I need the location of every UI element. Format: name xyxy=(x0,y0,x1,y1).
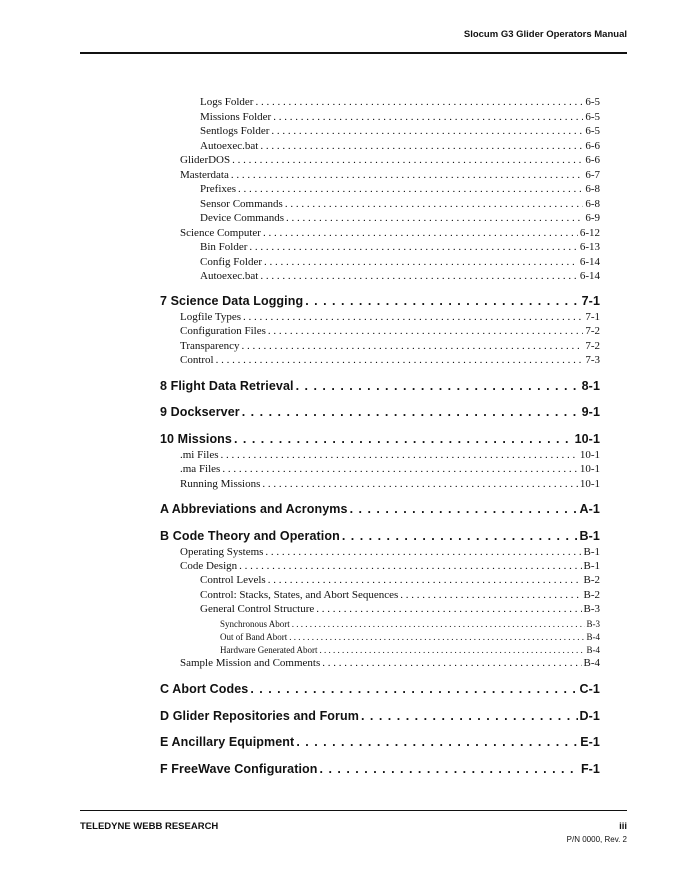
toc-entry-synchronous-abort: Synchronous Abort . . . B-3 xyxy=(220,619,600,629)
toc-chapter-9: 9 Dockserver . . . 9-1 xyxy=(160,405,600,419)
footer-part-number: P/N 0000, Rev. 2 xyxy=(566,835,627,844)
toc-entry-logfile-types: Logfile Types . . . 7-1 xyxy=(180,311,600,323)
toc-entry-autoexec-bat-science: Autoexec.bat . . . 6-14 xyxy=(200,270,600,282)
toc-entry-configuration-files: Configuration Files . . . 7-2 xyxy=(180,325,600,337)
header-rule xyxy=(80,52,627,54)
toc-entry-device-commands: Device Commands . . . 6-9 xyxy=(200,212,600,224)
toc-entry-logs-folder: Logs Folder . . . 6-5 xyxy=(200,96,600,108)
toc-entry-autoexec-bat: Autoexec.bat . . . 6-6 xyxy=(200,140,600,152)
toc-entry-bin-folder: Bin Folder . . . 6-13 xyxy=(200,241,600,253)
header-title: Slocum G3 Glider Operators Manual xyxy=(463,29,627,40)
toc-entry-operating-systems: Operating Systems . . . B-1 xyxy=(180,546,600,558)
footer-company: TELEDYNE WEBB RESEARCH xyxy=(80,821,219,832)
toc-chapter-7: 7 Science Data Logging . . . 7-1 xyxy=(160,294,600,308)
toc-entry-sample-mission: Sample Mission and Comments . . . B-4 xyxy=(180,657,600,669)
toc-chapter-10: 10 Missions . . . 10-1 xyxy=(160,432,600,446)
toc-entry-running-missions: Running Missions . . . 10-1 xyxy=(180,478,600,490)
toc-entry-masterdata: Masterdata . . . 6-7 xyxy=(180,169,600,181)
toc-entry-control: Control . . . 7-3 xyxy=(180,354,600,366)
toc-entry-ma-files: .ma Files . . . 10-1 xyxy=(180,463,600,475)
toc-chapter-8: 8 Flight Data Retrieval . . . 8-1 xyxy=(160,379,600,393)
toc-entry-out-of-band-abort: Out of Band Abort . . . B-4 xyxy=(220,632,600,642)
toc-entry-science-computer: Science Computer . . . 6-12 xyxy=(180,227,600,239)
toc-appendix-b: B Code Theory and Operation . . . B-1 xyxy=(160,529,600,543)
toc-entry-control-levels: Control Levels . . . B-2 xyxy=(200,574,600,586)
toc-appendix-f: F FreeWave Configuration . . . F-1 xyxy=(160,762,600,776)
toc-entry-prefixes: Prefixes . . . 6-8 xyxy=(200,183,600,195)
toc-appendix-e: E Ancillary Equipment . . . E-1 xyxy=(160,735,600,749)
toc-appendix-c: C Abort Codes . . . C-1 xyxy=(160,682,600,696)
toc-entry-code-design: Code Design . . . B-1 xyxy=(180,560,600,572)
toc-entry-control-stacks: Control: Stacks, States, and Abort Sequences . . . B-2 xyxy=(200,589,600,601)
footer-page-number: iii xyxy=(619,821,627,832)
toc-entry-sensor-commands: Sensor Commands . . . 6-8 xyxy=(200,198,600,210)
toc-appendix-a: A Abbreviations and Acronyms . . . A-1 xyxy=(160,502,600,516)
toc-entry-missions-folder: Missions Folder . . . 6-5 xyxy=(200,111,600,123)
toc-entry-general-control-structure: General Control Structure . . . B-3 xyxy=(200,603,600,615)
toc-entry-hardware-generated-abort: Hardware Generated Abort . . . B-4 xyxy=(220,645,600,655)
toc-entry-transparency: Transparency . . . 7-2 xyxy=(180,340,600,352)
toc-entry-config-folder: Config Folder . . . 6-14 xyxy=(200,256,600,268)
toc-entry-gliderdos: GliderDOS . . . 6-6 xyxy=(180,154,600,166)
footer-rule xyxy=(80,810,627,811)
toc-entry-sentlogs-folder: Sentlogs Folder . . . 6-5 xyxy=(200,125,600,137)
toc-appendix-d: D Glider Repositories and Forum . . . D-1 xyxy=(160,709,600,723)
toc-entry-mi-files: .mi Files . . . 10-1 xyxy=(180,449,600,461)
